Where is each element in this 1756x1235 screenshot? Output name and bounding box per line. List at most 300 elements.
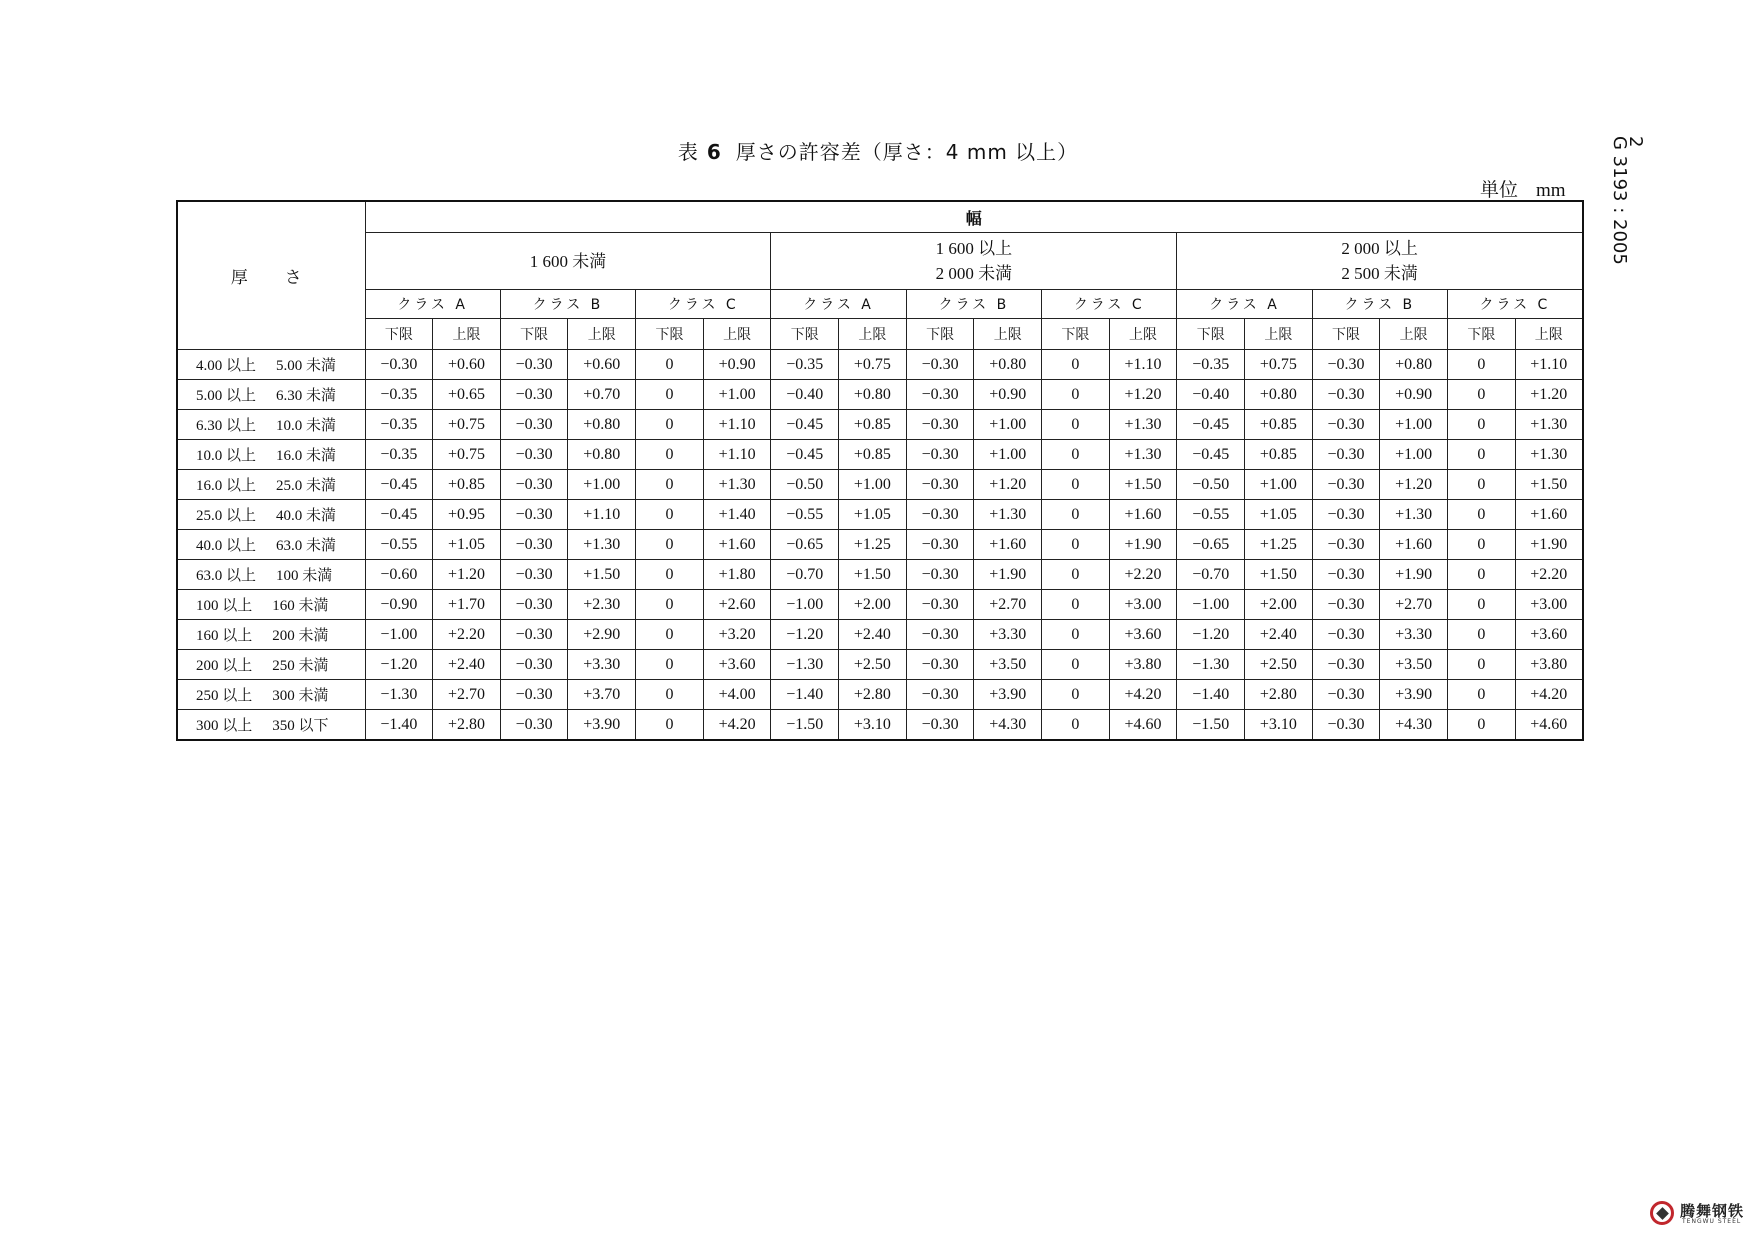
lower-limit-cell: 0 (1042, 500, 1110, 530)
thickness-range (177, 560, 365, 590)
thickness-to: 300 未満 (272, 688, 329, 704)
lower-limit-cell: 0 (1042, 710, 1110, 741)
thickness-to: 5.00 未満 (276, 358, 337, 374)
upper-limit-cell: +1.00 (1380, 410, 1448, 440)
lower-limit-cell: −0.30 (906, 680, 974, 710)
thickness-from: 40.0 以上 (196, 538, 257, 554)
lower-limit-cell: 0 (1042, 380, 1110, 410)
upper-limit-cell: +1.20 (1515, 380, 1583, 410)
thickness-range (177, 350, 365, 380)
company-logo (1650, 1200, 1756, 1230)
limit-row (177, 319, 1583, 350)
upper-limit-cell: +0.60 (433, 350, 501, 380)
upper-limit-cell: +2.50 (1245, 650, 1313, 680)
lower-limit-cell: 0 (1448, 560, 1516, 590)
thickness-to: 250 未満 (272, 658, 329, 674)
lower-limit-cell: −0.30 (1312, 530, 1380, 560)
lower-limit-cell: −0.30 (500, 620, 568, 650)
lower-limit-cell: 0 (1448, 710, 1516, 741)
lower-limit-cell: −1.00 (1177, 590, 1245, 620)
upper-limit-cell: +0.85 (433, 470, 501, 500)
upper-limit-cell: +1.10 (703, 410, 771, 440)
lower-limit-cell: −0.60 (365, 560, 433, 590)
upper-limit-cell: +3.90 (974, 680, 1042, 710)
thickness-range (177, 680, 365, 710)
side-header (1608, 136, 1648, 276)
lower-limit-cell: −0.30 (906, 590, 974, 620)
upper-limit-cell: +1.00 (974, 440, 1042, 470)
upper-limit-cell: +3.30 (974, 620, 1042, 650)
lower-limit-cell: −0.30 (906, 350, 974, 380)
lower-limit-cell: 0 (1448, 530, 1516, 560)
width-group-line2: 2 000 未満 (935, 264, 1013, 283)
lower-limit-cell: −0.35 (365, 410, 433, 440)
upper-limit-cell: +3.60 (703, 650, 771, 680)
upper-limit-cell: +2.40 (839, 620, 907, 650)
upper-limit-cell: +1.00 (568, 470, 636, 500)
thickness-range (177, 710, 365, 741)
lower-limit-cell: −0.30 (906, 560, 974, 590)
lower-limit-cell: −1.20 (365, 650, 433, 680)
upper-limit-cell: +1.10 (568, 500, 636, 530)
lower-limit-cell: 0 (1042, 620, 1110, 650)
lower-limit-cell: −0.30 (500, 380, 568, 410)
upper-limit-cell: +1.00 (839, 470, 907, 500)
table-row (177, 590, 1583, 620)
lower-limit-cell: 0 (636, 440, 704, 470)
upper-limit-cell: +4.20 (703, 710, 771, 741)
class-header: クラス B (1312, 290, 1447, 319)
thickness-range (177, 530, 365, 560)
lower-limit-cell: 0 (1448, 680, 1516, 710)
lower-limit-cell: −0.45 (1177, 440, 1245, 470)
class-header: クラス C (636, 290, 771, 319)
upper-limit-header: 上限 (1380, 319, 1448, 350)
width-group (365, 233, 771, 290)
thickness-to: 63.0 未満 (276, 538, 337, 554)
lower-limit-cell: −1.40 (365, 710, 433, 741)
lower-limit-cell: −0.30 (906, 710, 974, 741)
upper-limit-cell: +1.20 (1380, 470, 1448, 500)
upper-limit-cell: +1.25 (839, 530, 907, 560)
lower-limit-header: 下限 (1312, 319, 1380, 350)
table-row (177, 530, 1583, 560)
upper-limit-cell: +1.20 (1109, 380, 1177, 410)
lower-limit-cell: −0.30 (500, 440, 568, 470)
lower-limit-cell: −0.65 (1177, 530, 1245, 560)
standard-number: G 3193 : 2005 (1609, 136, 1630, 265)
width-group-line1: 1 600 以上 (935, 239, 1013, 258)
lower-limit-cell: −1.30 (1177, 650, 1245, 680)
upper-limit-cell: +2.50 (839, 650, 907, 680)
lower-limit-cell: 0 (636, 410, 704, 440)
upper-limit-cell: +0.80 (839, 380, 907, 410)
lower-limit-cell: −0.30 (906, 650, 974, 680)
upper-limit-cell: +0.65 (433, 380, 501, 410)
lower-limit-cell: −1.30 (365, 680, 433, 710)
table-row (177, 380, 1583, 410)
thickness-range (177, 590, 365, 620)
lower-limit-cell: 0 (1448, 410, 1516, 440)
upper-limit-cell: +3.50 (974, 650, 1042, 680)
thickness-from: 250 以上 (196, 688, 253, 704)
lower-limit-cell: 0 (1042, 530, 1110, 560)
lower-limit-cell: −0.45 (365, 470, 433, 500)
lower-limit-cell: −1.30 (771, 650, 839, 680)
upper-limit-cell: +1.60 (703, 530, 771, 560)
lower-limit-cell: 0 (1042, 590, 1110, 620)
upper-limit-cell: +1.10 (1515, 350, 1583, 380)
lower-limit-cell: 0 (1448, 440, 1516, 470)
lower-limit-cell: 0 (636, 350, 704, 380)
upper-limit-cell: +0.85 (839, 440, 907, 470)
lower-limit-cell: −0.40 (1177, 380, 1245, 410)
lower-limit-header: 下限 (1042, 319, 1110, 350)
lower-limit-cell: −0.30 (500, 590, 568, 620)
upper-limit-cell: +1.90 (1109, 530, 1177, 560)
upper-limit-cell: +1.60 (1109, 500, 1177, 530)
upper-limit-cell: +1.80 (703, 560, 771, 590)
lower-limit-cell: −0.30 (906, 410, 974, 440)
thickness-range (177, 470, 365, 500)
width-group (771, 233, 1177, 290)
lower-limit-cell: 0 (636, 590, 704, 620)
lower-limit-cell: −0.30 (1312, 350, 1380, 380)
lower-limit-cell: 0 (636, 680, 704, 710)
lower-limit-cell: −0.30 (500, 500, 568, 530)
table-row (177, 350, 1583, 380)
lower-limit-cell: 0 (636, 650, 704, 680)
lower-limit-cell: −0.30 (500, 410, 568, 440)
upper-limit-cell: +1.30 (1109, 440, 1177, 470)
upper-limit-cell: +3.00 (1109, 590, 1177, 620)
width-group-line1: 1 600 未満 (529, 251, 607, 271)
lower-limit-cell: −0.30 (1312, 410, 1380, 440)
upper-limit-cell: +0.80 (974, 350, 1042, 380)
upper-limit-cell: +3.90 (1380, 680, 1448, 710)
width-group (1177, 233, 1583, 290)
upper-limit-cell: +3.30 (568, 650, 636, 680)
upper-limit-cell: +1.60 (974, 530, 1042, 560)
lower-limit-header: 下限 (1448, 319, 1516, 350)
upper-limit-cell: +1.50 (568, 560, 636, 590)
unit-note (1480, 175, 1566, 202)
lower-limit-cell: −0.30 (906, 500, 974, 530)
table-caption (0, 136, 1756, 165)
thickness-to: 10.0 未満 (276, 418, 337, 434)
upper-limit-cell: +2.70 (974, 590, 1042, 620)
thickness-range (177, 620, 365, 650)
lower-limit-cell: −0.30 (500, 650, 568, 680)
lower-limit-cell: −0.30 (500, 680, 568, 710)
upper-limit-cell: +2.40 (433, 650, 501, 680)
upper-limit-cell: +4.60 (1109, 710, 1177, 741)
upper-limit-cell: +1.05 (433, 530, 501, 560)
upper-limit-cell: +0.75 (433, 440, 501, 470)
upper-limit-cell: +4.30 (974, 710, 1042, 741)
class-header: クラス A (771, 290, 906, 319)
lower-limit-cell: −1.50 (771, 710, 839, 741)
upper-limit-cell: +2.00 (1245, 590, 1313, 620)
upper-limit-cell: +1.30 (703, 470, 771, 500)
lower-limit-cell: −0.30 (365, 350, 433, 380)
lower-limit-cell: −0.30 (500, 350, 568, 380)
lower-limit-cell: 0 (1448, 350, 1516, 380)
upper-limit-header: 上限 (1515, 319, 1583, 350)
lower-limit-cell: −0.50 (1177, 470, 1245, 500)
table-row (177, 500, 1583, 530)
upper-limit-header: 上限 (703, 319, 771, 350)
table-row (177, 680, 1583, 710)
thickness-to: 200 未満 (272, 628, 329, 644)
upper-limit-cell: +3.80 (1515, 650, 1583, 680)
width-group-row (177, 233, 1583, 290)
class-header: クラス C (1448, 290, 1583, 319)
upper-limit-cell: +3.30 (1380, 620, 1448, 650)
lower-limit-cell: 0 (1042, 410, 1110, 440)
upper-limit-cell: +1.00 (1245, 470, 1313, 500)
thickness-to: 100 未満 (276, 568, 333, 584)
upper-limit-cell: +4.60 (1515, 710, 1583, 741)
upper-limit-cell: +1.90 (974, 560, 1042, 590)
upper-limit-cell: +3.20 (703, 620, 771, 650)
upper-limit-cell: +2.70 (1380, 590, 1448, 620)
thickness-from: 63.0 以上 (196, 568, 257, 584)
thickness-to: 350 以下 (272, 718, 329, 734)
table-row (177, 710, 1583, 741)
caption-label: 表 (677, 140, 699, 164)
upper-limit-cell: +2.20 (1109, 560, 1177, 590)
table-row (177, 470, 1583, 500)
thickness-range (177, 650, 365, 680)
lower-limit-cell: −1.00 (771, 590, 839, 620)
class-header: クラス C (1042, 290, 1177, 319)
upper-limit-cell: +2.20 (1515, 560, 1583, 590)
upper-limit-cell: +1.00 (974, 410, 1042, 440)
thickness-range (177, 500, 365, 530)
lower-limit-cell: 0 (1448, 470, 1516, 500)
class-row (177, 290, 1583, 319)
lower-limit-cell: 0 (1448, 620, 1516, 650)
lower-limit-cell: −0.30 (500, 710, 568, 741)
lower-limit-cell: −0.30 (1312, 680, 1380, 710)
page-number: 2 (1625, 136, 1646, 148)
lower-limit-cell: −0.70 (1177, 560, 1245, 590)
lower-limit-cell: −0.50 (771, 470, 839, 500)
upper-limit-cell: +0.85 (1245, 410, 1313, 440)
class-header: クラス B (906, 290, 1041, 319)
upper-limit-cell: +3.90 (568, 710, 636, 741)
upper-limit-cell: +0.95 (433, 500, 501, 530)
thickness-to: 16.0 未満 (276, 448, 337, 464)
upper-limit-cell: +1.90 (1380, 560, 1448, 590)
lower-limit-cell: −0.55 (365, 530, 433, 560)
upper-limit-cell: +3.00 (1515, 590, 1583, 620)
lower-limit-cell: −0.30 (1312, 620, 1380, 650)
upper-limit-header: 上限 (1245, 319, 1313, 350)
upper-limit-cell: +0.90 (974, 380, 1042, 410)
thickness-from: 10.0 以上 (196, 448, 257, 464)
lower-limit-cell: −0.30 (906, 620, 974, 650)
logo-name: 腾舞钢铁 (1680, 1202, 1745, 1220)
upper-limit-cell: +1.60 (1515, 500, 1583, 530)
upper-limit-cell: +1.50 (839, 560, 907, 590)
upper-limit-cell: +1.70 (433, 590, 501, 620)
lower-limit-header: 下限 (500, 319, 568, 350)
upper-limit-header: 上限 (433, 319, 501, 350)
lower-limit-cell: 0 (1042, 680, 1110, 710)
unit-value: mm (1536, 180, 1566, 201)
lower-limit-cell: −0.30 (500, 530, 568, 560)
upper-limit-cell: +1.00 (703, 380, 771, 410)
thickness-from: 16.0 以上 (196, 478, 257, 494)
lower-limit-cell: −0.30 (1312, 710, 1380, 741)
thickness-from: 6.30 以上 (196, 418, 257, 434)
upper-limit-cell: +1.60 (1380, 530, 1448, 560)
upper-limit-cell: +0.75 (433, 410, 501, 440)
table-body (177, 350, 1583, 741)
upper-limit-cell: +3.70 (568, 680, 636, 710)
upper-limit-cell: +3.10 (1245, 710, 1313, 741)
lower-limit-cell: −0.30 (1312, 440, 1380, 470)
lower-limit-cell: −1.40 (1177, 680, 1245, 710)
upper-limit-cell: +1.50 (1109, 470, 1177, 500)
upper-limit-cell: +3.60 (1109, 620, 1177, 650)
thickness-range (177, 410, 365, 440)
upper-limit-header: 上限 (1109, 319, 1177, 350)
lower-limit-cell: −0.45 (771, 440, 839, 470)
upper-limit-header: 上限 (568, 319, 636, 350)
upper-limit-cell: +1.10 (1109, 350, 1177, 380)
upper-limit-cell: +3.10 (839, 710, 907, 741)
width-group-line2: 2 500 未満 (1341, 264, 1418, 283)
upper-limit-cell: +0.85 (839, 410, 907, 440)
upper-limit-cell: +2.60 (703, 590, 771, 620)
upper-limit-cell: +0.80 (568, 440, 636, 470)
lower-limit-cell: −0.30 (906, 470, 974, 500)
thickness-range (177, 440, 365, 470)
lower-limit-header: 下限 (365, 319, 433, 350)
thickness-to: 160 未満 (272, 598, 329, 614)
logo-mark-icon (1650, 1201, 1674, 1225)
lower-limit-header: 下限 (636, 319, 704, 350)
lower-limit-cell: 0 (636, 560, 704, 590)
thickness-to: 6.30 未満 (276, 388, 337, 404)
upper-limit-header: 上限 (974, 319, 1042, 350)
upper-limit-cell: +2.70 (433, 680, 501, 710)
upper-limit-cell: +2.30 (568, 590, 636, 620)
lower-limit-cell: −0.35 (365, 380, 433, 410)
upper-limit-cell: +0.80 (1380, 350, 1448, 380)
lower-limit-cell: −0.30 (500, 560, 568, 590)
upper-limit-cell: +3.60 (1515, 620, 1583, 650)
lower-limit-cell: −0.30 (500, 470, 568, 500)
lower-limit-cell: −0.35 (365, 440, 433, 470)
lower-limit-cell: −1.50 (1177, 710, 1245, 741)
upper-limit-cell: +0.60 (568, 350, 636, 380)
thickness-to: 25.0 未満 (276, 478, 337, 494)
upper-limit-cell: +1.90 (1515, 530, 1583, 560)
lower-limit-cell: −1.00 (365, 620, 433, 650)
lower-limit-cell: −0.90 (365, 590, 433, 620)
lower-limit-cell: −1.40 (771, 680, 839, 710)
upper-limit-cell: +1.50 (1245, 560, 1313, 590)
lower-limit-cell: −0.65 (771, 530, 839, 560)
lower-limit-cell: 0 (1448, 650, 1516, 680)
table-row (177, 410, 1583, 440)
lower-limit-cell: −0.30 (1312, 590, 1380, 620)
lower-limit-cell: 0 (1448, 380, 1516, 410)
table-row (177, 440, 1583, 470)
caption-text: 厚さの許容差（厚さ：4 mm 以上） (735, 140, 1079, 164)
lower-limit-cell: −1.20 (771, 620, 839, 650)
upper-limit-cell: +1.30 (1109, 410, 1177, 440)
table-row (177, 620, 1583, 650)
upper-limit-cell: +1.50 (1515, 470, 1583, 500)
lower-limit-cell: 0 (636, 620, 704, 650)
upper-limit-cell: +1.10 (703, 440, 771, 470)
upper-limit-cell: +1.30 (1515, 440, 1583, 470)
upper-limit-cell: +1.00 (1380, 440, 1448, 470)
upper-limit-cell: +1.20 (974, 470, 1042, 500)
lower-limit-cell: −0.30 (1312, 470, 1380, 500)
thickness-from: 200 以上 (196, 658, 253, 674)
lower-limit-cell: 0 (636, 470, 704, 500)
upper-limit-cell: +2.90 (568, 620, 636, 650)
lower-limit-cell: 0 (1448, 590, 1516, 620)
thickness-from: 160 以上 (196, 628, 253, 644)
upper-limit-cell: +1.30 (974, 500, 1042, 530)
logo-subtitle: TENGWU STEEL (1682, 1218, 1742, 1225)
thickness-from: 25.0 以上 (196, 508, 257, 524)
upper-limit-cell: +0.90 (703, 350, 771, 380)
lower-limit-header: 下限 (906, 319, 974, 350)
caption-number: 6 (706, 140, 722, 164)
upper-limit-cell: +2.80 (1245, 680, 1313, 710)
class-header: クラス A (1177, 290, 1312, 319)
upper-limit-cell: +0.90 (1380, 380, 1448, 410)
upper-limit-cell: +1.20 (433, 560, 501, 590)
lower-limit-cell: 0 (1042, 560, 1110, 590)
upper-limit-cell: +2.00 (839, 590, 907, 620)
upper-limit-cell: +0.75 (1245, 350, 1313, 380)
lower-limit-cell: −0.30 (1312, 560, 1380, 590)
upper-limit-cell: +4.20 (1109, 680, 1177, 710)
lower-limit-cell: −0.45 (365, 500, 433, 530)
lower-limit-cell: 0 (1042, 470, 1110, 500)
lower-limit-cell: 0 (636, 530, 704, 560)
upper-limit-cell: +4.00 (703, 680, 771, 710)
lower-limit-cell: −0.30 (906, 530, 974, 560)
lower-limit-header: 下限 (771, 319, 839, 350)
lower-limit-cell: −0.70 (771, 560, 839, 590)
upper-limit-cell: +3.50 (1380, 650, 1448, 680)
lower-limit-cell: 0 (636, 500, 704, 530)
lower-limit-cell: 0 (636, 380, 704, 410)
lower-limit-cell: 0 (636, 710, 704, 741)
upper-limit-cell: +2.80 (839, 680, 907, 710)
unit-label: 単位 (1480, 179, 1519, 201)
lower-limit-cell: −1.20 (1177, 620, 1245, 650)
lower-limit-header: 下限 (1177, 319, 1245, 350)
upper-limit-cell: +3.80 (1109, 650, 1177, 680)
upper-limit-cell: +0.70 (568, 380, 636, 410)
tolerance-table (176, 200, 1584, 741)
thickness-from: 5.00 以上 (196, 388, 257, 404)
lower-limit-cell: 0 (1042, 650, 1110, 680)
lower-limit-cell: −0.40 (771, 380, 839, 410)
thickness-from: 100 以上 (196, 598, 253, 614)
